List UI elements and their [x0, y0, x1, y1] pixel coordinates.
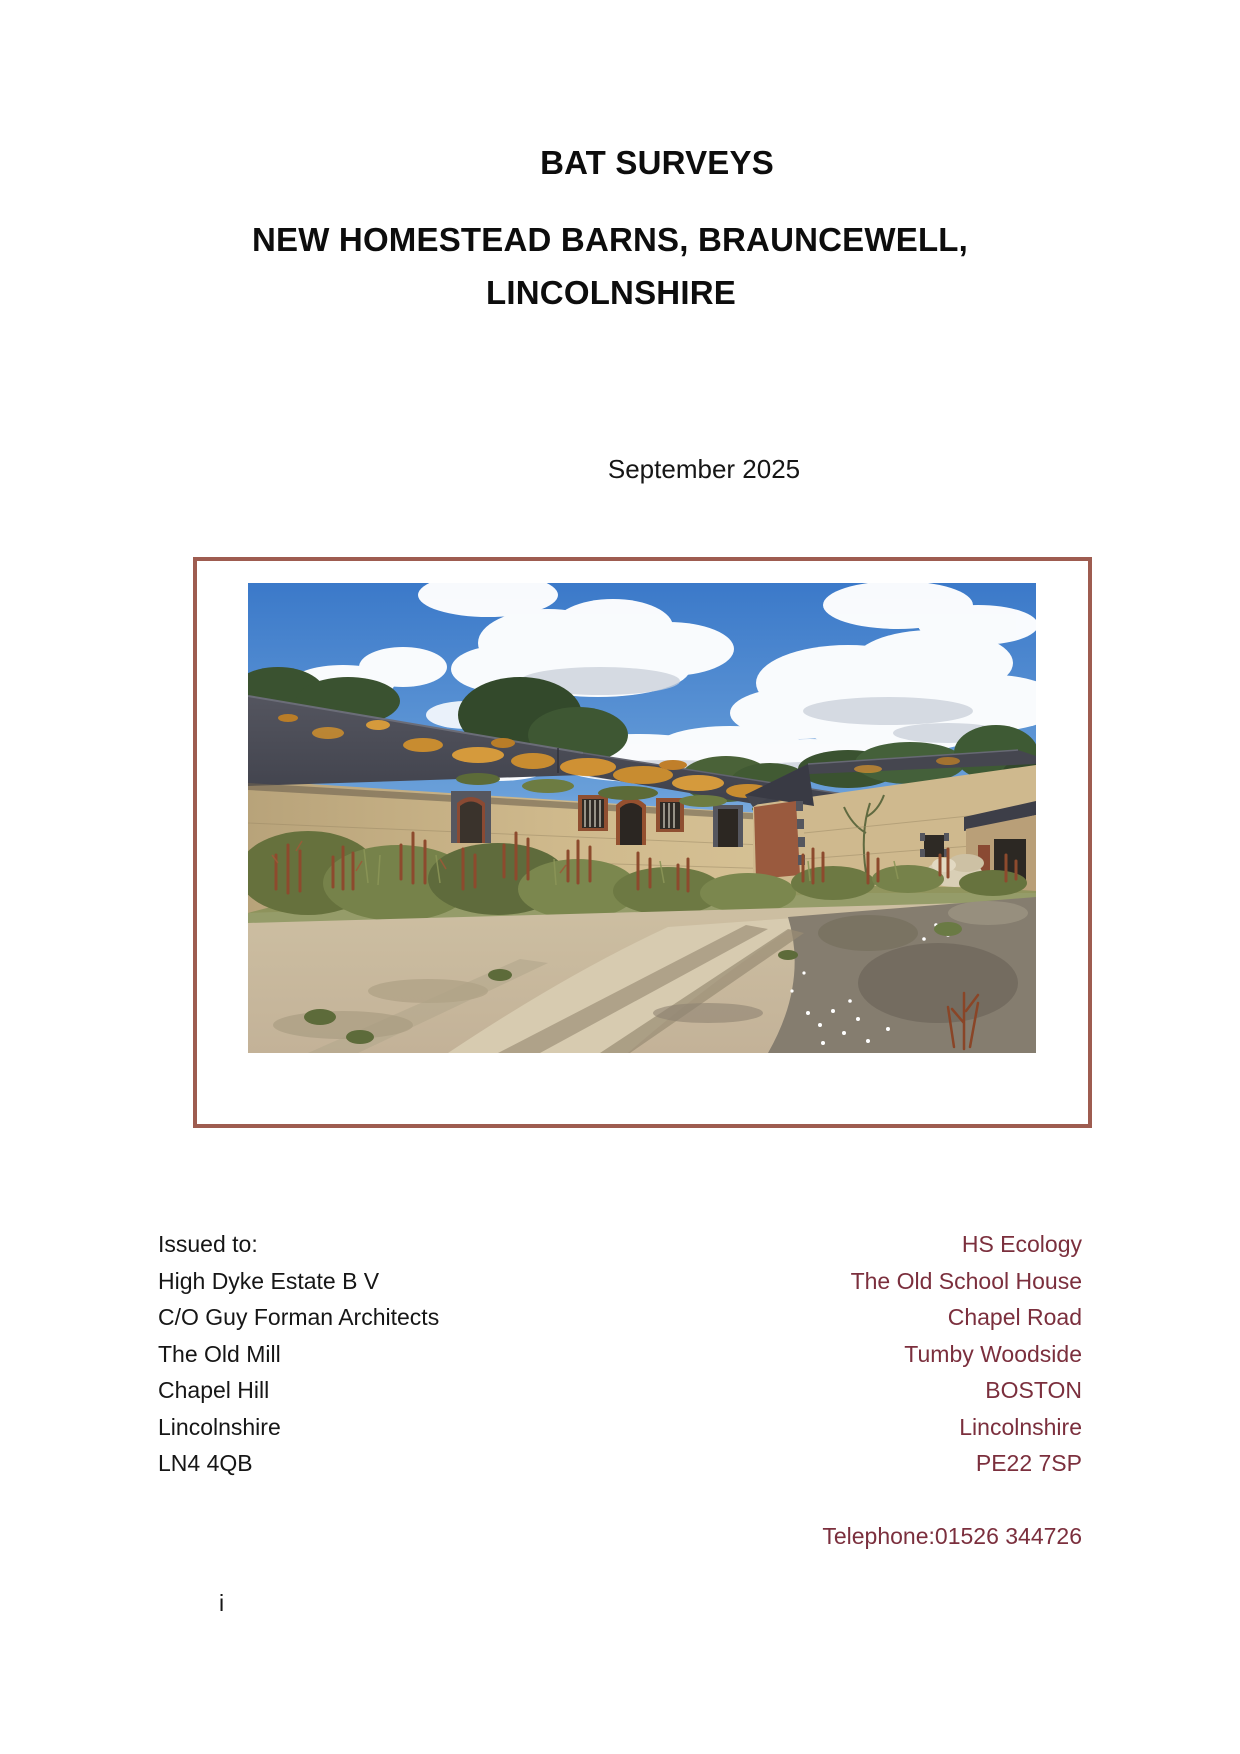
barn-arch: [451, 791, 491, 843]
company-address-block: [822, 1226, 1082, 1555]
report-subtitle-line2: LINCOLNSHIRE: [486, 274, 736, 311]
barn-opening: [713, 805, 743, 847]
barn-window-2: [656, 798, 684, 832]
issued-to-line: The Old Mill: [158, 1340, 281, 1367]
issued-to-line: High Dyke Estate B V: [158, 1267, 380, 1294]
issued-to-line: C/O Guy Forman Architects: [158, 1304, 440, 1330]
barn-door: [616, 798, 646, 845]
report-subtitle-line1: NEW HOMESTEAD BARNS, BRAUNCEWELL,: [251, 221, 969, 258]
company-name: HS Ecology: [961, 1231, 1082, 1257]
company-address-line: Tumby Woodside: [904, 1340, 1082, 1367]
company-telephone: Telephone:01526 344726: [822, 1523, 1082, 1549]
issued-to-line: Chapel Hill: [158, 1377, 270, 1403]
issued-to-label: Issued to:: [158, 1231, 258, 1257]
barn-site-photo: [248, 583, 1036, 1053]
barn-window-1: [578, 795, 608, 831]
company-address-line: The Old School House: [850, 1267, 1082, 1294]
company-address-line: Lincolnshire: [959, 1413, 1082, 1440]
company-address-line: Chapel Road: [947, 1304, 1082, 1330]
report-date: September 2025: [607, 454, 801, 484]
issued-to-line: Lincolnshire: [158, 1413, 281, 1440]
issued-to-block: [158, 1226, 439, 1482]
spacer-line: [822, 1482, 1082, 1519]
gravel-yard: [248, 897, 1036, 1053]
company-address-line: BOSTON: [985, 1377, 1082, 1403]
company-address-line: PE22 7SP: [975, 1450, 1082, 1476]
issued-to-line: LN4 4QB: [158, 1450, 253, 1476]
report-title: BAT SURVEYS: [540, 144, 774, 181]
page-number: i: [219, 1590, 225, 1616]
